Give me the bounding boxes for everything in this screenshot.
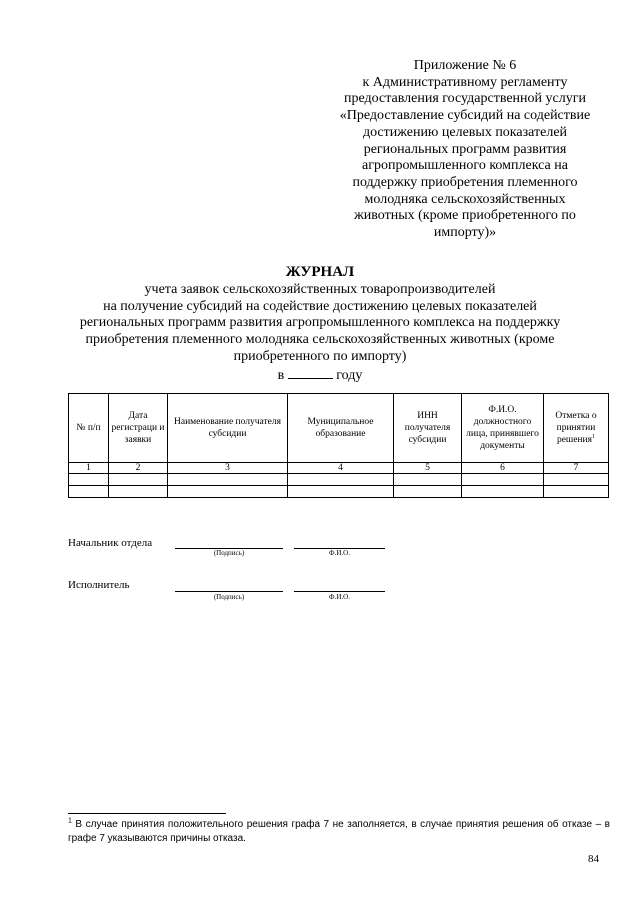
head-signature-field[interactable] [175, 538, 283, 549]
appendix-line: региональных программ развития [363, 141, 567, 157]
appendix-line: Приложение № 6 [413, 58, 517, 73]
executor-label: Исполнитель [68, 579, 130, 591]
journal-subtitle-line: учета заявок сельскохозяйственных товаропроизводителей [144, 281, 496, 297]
footnote-divider [68, 813, 226, 814]
table-row [69, 486, 609, 498]
head-name-caption: Ф.И.О. [329, 549, 350, 557]
header-cell-recipient-name: Наименование получателя субсидии [168, 394, 288, 463]
journal-subtitle-line: приобретенного по импорту) [233, 348, 407, 364]
journal-heading [0, 264, 640, 385]
appendix-line: импорту)» [433, 225, 497, 241]
table-row [69, 474, 609, 486]
empty-cell[interactable] [168, 486, 288, 498]
appendix-line: достижению целевых показателей [362, 124, 568, 140]
empty-cell[interactable] [544, 474, 609, 486]
appendix-line: молодняка сельскохозяйственных [364, 191, 566, 207]
empty-cell[interactable] [288, 474, 394, 486]
table-header-row [69, 394, 609, 463]
appendix-line: животных (кроме приобретенного по [354, 208, 576, 224]
column-number: 2 [109, 463, 168, 474]
executor-name-field[interactable] [294, 581, 385, 592]
year-blank-field[interactable] [288, 366, 333, 379]
empty-cell[interactable] [109, 474, 168, 486]
header-cell-inn: ИНН получателя субсидии [394, 394, 462, 463]
footnote-text: В случае принятия положительного решения графа 7 не заполняется, в случае принятия решения об отказе – в графе 7 указываются причины отказа. [68, 819, 610, 844]
executor-signature-field[interactable] [175, 581, 283, 592]
column-number: 7 [544, 463, 609, 474]
empty-cell[interactable] [394, 474, 462, 486]
appendix-header [330, 58, 600, 242]
empty-cell[interactable] [462, 474, 544, 486]
column-number: 5 [394, 463, 462, 474]
appendix-line: «Предоставление субсидий на содействие [339, 108, 591, 124]
header-cell-official: Ф.И.О. должностного лица, принявшего документы [462, 394, 544, 463]
executor-signature-caption: (Подпись) [213, 593, 245, 601]
empty-cell[interactable] [288, 486, 394, 498]
empty-cell[interactable] [69, 486, 109, 498]
column-number: 3 [168, 463, 288, 474]
column-number-row [69, 463, 609, 474]
appendix-line: поддержку приобретения племенного [352, 174, 578, 190]
appendix-line: агропромышленного комплекса на [362, 158, 568, 174]
header-decision-text: Отметка о принятии решения [555, 411, 597, 445]
column-number: 4 [288, 463, 394, 474]
footnote-mark: 1 [592, 433, 596, 440]
footnote [68, 818, 610, 845]
page-number: 84 [588, 853, 599, 865]
executor-name-caption: Ф.И.О. [329, 593, 350, 601]
journal-subtitle-line: региональных программ развития агропромышленного комплекса на поддержку [79, 315, 561, 331]
header-cell-decision [544, 394, 609, 463]
applications-table [68, 393, 609, 498]
appendix-line: предоставления государственной услуги [344, 91, 586, 107]
empty-cell[interactable] [168, 474, 288, 486]
empty-cell[interactable] [394, 486, 462, 498]
header-cell-date: Дата регистраци и заявки [109, 394, 168, 463]
appendix-line: к Административному регламенту [362, 74, 568, 90]
empty-cell[interactable] [109, 486, 168, 498]
header-cell-municipality: Муниципальное образование [288, 394, 394, 463]
head-name-field[interactable] [294, 538, 385, 549]
head-signature-caption: (Подпись) [213, 549, 245, 557]
header-cell-number: № п/п [69, 394, 109, 463]
column-number: 6 [462, 463, 544, 474]
year-prefix: в [277, 367, 285, 383]
head-of-department-label: Начальник отдела [68, 537, 153, 549]
empty-cell[interactable] [462, 486, 544, 498]
footnote-number: 1 [68, 817, 72, 825]
empty-cell[interactable] [544, 486, 609, 498]
column-number: 1 [69, 463, 109, 474]
journal-title: ЖУРНАЛ [285, 264, 355, 280]
year-suffix: году [336, 367, 363, 383]
journal-subtitle-line: на получение субсидий на содействие достижению целевых показателей [103, 298, 537, 314]
empty-cell[interactable] [69, 474, 109, 486]
journal-subtitle-line: приобретения племенного молодняка сельскохозяйственных животных (кроме [85, 332, 555, 348]
journal-year-line [0, 366, 640, 385]
